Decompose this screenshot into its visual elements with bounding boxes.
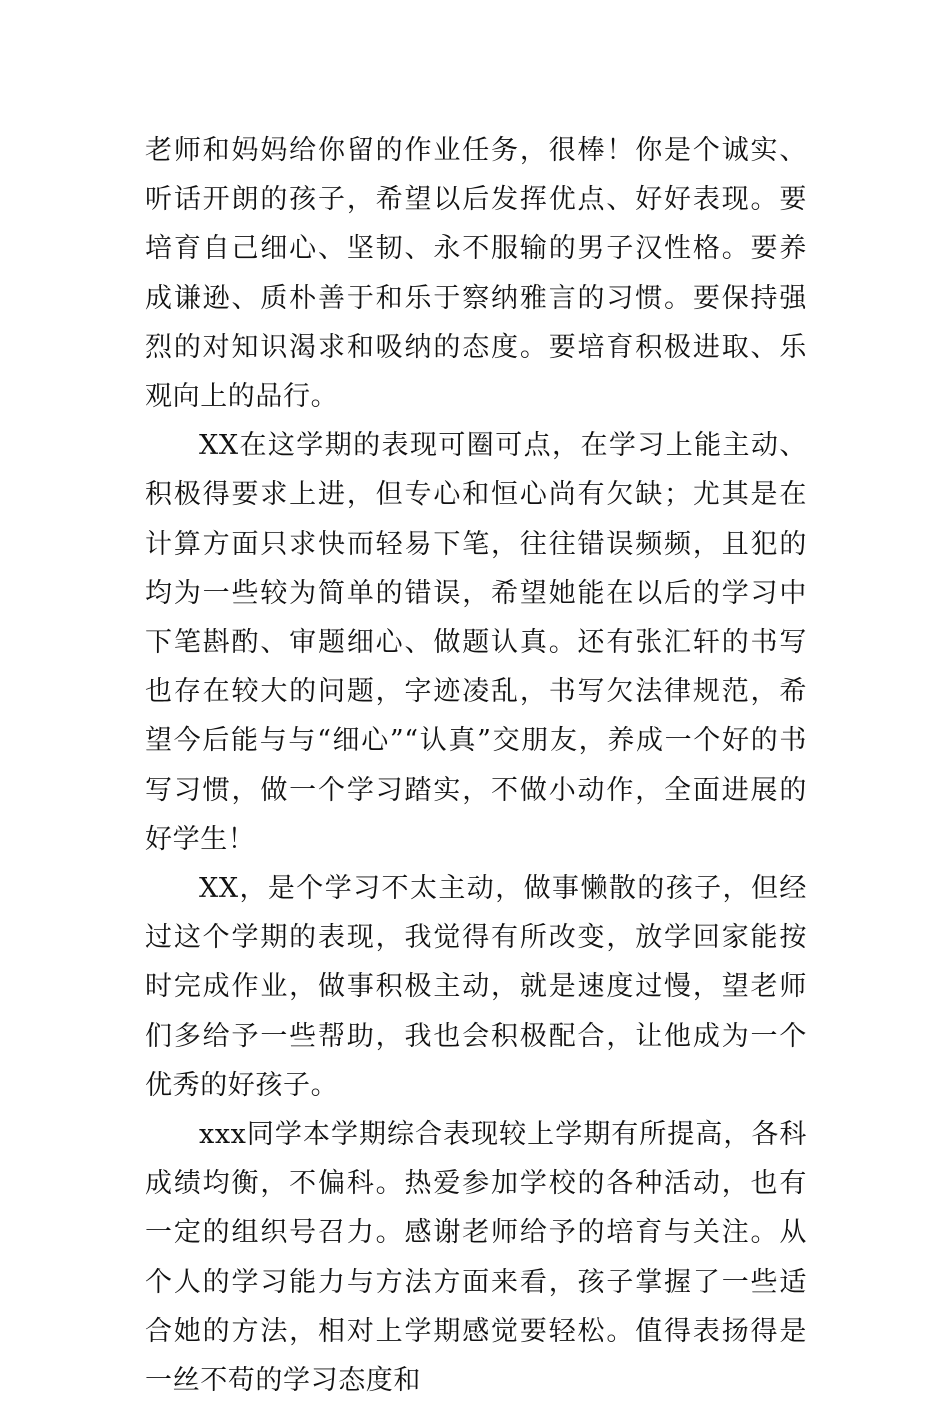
document-body	[145, 126, 807, 1405]
paragraph-1: 老师和妈妈给你留的作业任务，很棒！你是个诚实、听话开朗的孩子，希望以后发挥优点、好好表现。要培育自己细心、坚韧、永不服输的男子汉性格。要养成谦逊、质朴善于和乐于察纳雅言的习惯。要保持强烈的对知识渴求和吸纳的态度。要培育积极进取、乐观向上的品行。	[145, 135, 807, 413]
paragraph-2: XX在这学期的表现可圈可点，在学习上能主动、积极得要求上进，但专心和恒心尚有欠缺；尤其是在计算方面只求快而轻易下笔，往往错误频频，且犯的均为一些较为简单的错误，希望她能在以后的学习中下笔斟酌、审题细心、做题认真。还有张汇轩的书写也存在较大的问题，字迹凌乱，书写欠法律规范，希望今后能与与“细心”“认真”交朋友，养成一个好的书写习惯，做一个学习踏实，不做小动作，全面进展的好学生！	[145, 430, 807, 855]
paragraph-3: XX，是个学习不太主动，做事懒散的孩子，但经过这个学期的表现，我觉得有所改变，放学回家能按时完成作业，做事积极主动，就是速度过慢，望老师们多给予一些帮助，我也会积极配合，让他成为一个优秀的好孩子。	[145, 873, 807, 1101]
paragraph-4: xxx同学本学期综合表现较上学期有所提高，各科成绩均衡，不偏科。热爱参加学校的各种活动，也有一定的组织号召力。感谢老师给予的培育与关注。从个人的学习能力与方法方面来看，孩子掌握了一些适合她的方法，相对上学期感觉要轻松。值得表扬得是一丝不苟的学习态度和	[145, 1119, 807, 1397]
